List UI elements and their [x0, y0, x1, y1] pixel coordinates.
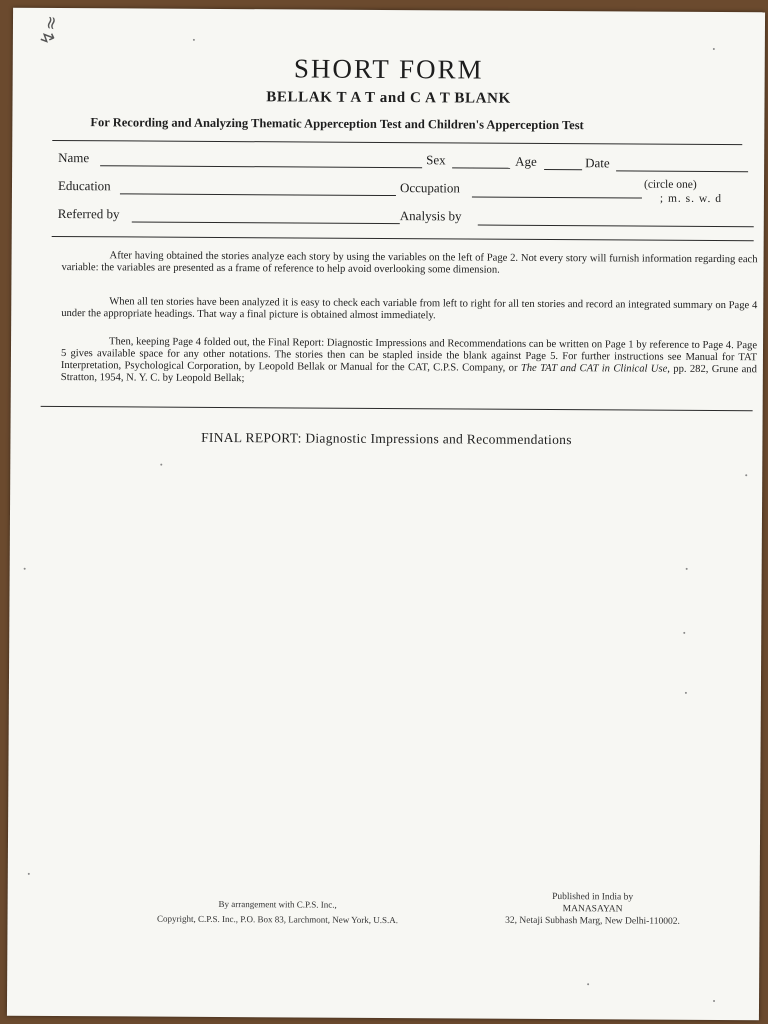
scan-speck: [713, 48, 715, 50]
sex-label: Sex: [426, 152, 446, 168]
form-tagline: For Recording and Analyzing Thematic Apperception Test and Children's Apperception Test: [90, 115, 584, 133]
instructions-paragraph-1: After having obtained the stories analyze each story by using the variables on the left of Page 2. Not every story will furnish information regarding each variable: the variables are presented as a frame of reference to help avoid overlooking some dimension.: [61, 250, 758, 276]
scan-speck: [685, 692, 687, 694]
copyright-text: Copyright, C.P.S. Inc., P.O. Box 83, Larchmont, New York, U.S.A.: [156, 913, 399, 926]
final-report-heading: FINAL REPORT: Diagnostic Impressions and Recommendations: [201, 429, 572, 448]
age-label: Age: [515, 153, 537, 169]
instructions-rule: [41, 406, 753, 411]
analysis-by-label: Analysis by: [399, 208, 462, 224]
circle-one-note: (circle one): [643, 178, 697, 191]
scan-speck: [713, 1000, 715, 1002]
date-field[interactable]: [616, 170, 748, 172]
scan-speck: [28, 873, 30, 875]
name-label: Name: [58, 149, 90, 166]
scan-speck: [686, 568, 688, 570]
fields-rule: [52, 236, 754, 241]
scan-speck: [587, 983, 589, 985]
publisher-name: MANASAYAN: [562, 904, 623, 915]
occupation-label: Occupation: [399, 180, 460, 196]
instructions-paragraph-3: Then, keeping Page 4 folded out, the Final Report: Diagnostic Impressions and Recommendations can be written on Page 1 by reference to Page 4. Page 5 gives available space for any other notations. The stories then can be stapled inside the blank against Page 5. For further instructions see Manual for TAT Interpretation, Psychological Corporation, by Leopold Bellak or Manual for the CAT, C.P.S. Company, or The TAT and CAT in Clinical Use, pp. 282, Grune and Stratton, 1954, N. Y. C. by Leopold Bellak;: [60, 336, 758, 385]
scan-speck: [745, 474, 747, 476]
marital-status-options[interactable]: ; m. s. w. d: [659, 192, 723, 206]
education-field[interactable]: [120, 193, 396, 196]
education-label: Education: [57, 177, 111, 194]
publisher-address: 32, Netaji Subhash Marg, New Delhi-110002.: [505, 915, 680, 927]
arrangement-text: By arrangement with C.P.S. Inc.,: [218, 898, 337, 910]
analysis-by-field[interactable]: [478, 225, 754, 228]
handwritten-mark: ↯≈: [36, 13, 64, 48]
scan-speck: [160, 464, 162, 466]
age-field[interactable]: [544, 169, 582, 170]
instructions-paragraph-2: When all ten stories have been analyzed it is easy to check each variable from left to right for all ten stories and record an integrated summary on Page 4 under the appropriate headings. That way a final picture is obtained almost immediately.: [61, 296, 758, 322]
referred-by-label: Referred by: [57, 205, 120, 222]
final-report-area[interactable]: [48, 453, 751, 877]
form-page: [7, 8, 765, 1021]
name-field[interactable]: [100, 165, 422, 168]
scan-speck: [24, 568, 26, 570]
referred-by-field[interactable]: [132, 221, 400, 224]
occupation-field[interactable]: [472, 197, 642, 199]
published-text: Published in India by: [552, 892, 634, 903]
form-title: SHORT FORM: [293, 53, 484, 85]
date-label: Date: [585, 155, 610, 171]
footer-publisher: [477, 891, 707, 928]
sex-field[interactable]: [452, 167, 510, 168]
scan-speck: [193, 39, 195, 41]
scan-speck: [683, 632, 685, 634]
header-rule: [52, 140, 742, 145]
form-subtitle: BELLAK T A T and C A T BLANK: [266, 89, 511, 107]
footer-copyright: [107, 896, 447, 928]
